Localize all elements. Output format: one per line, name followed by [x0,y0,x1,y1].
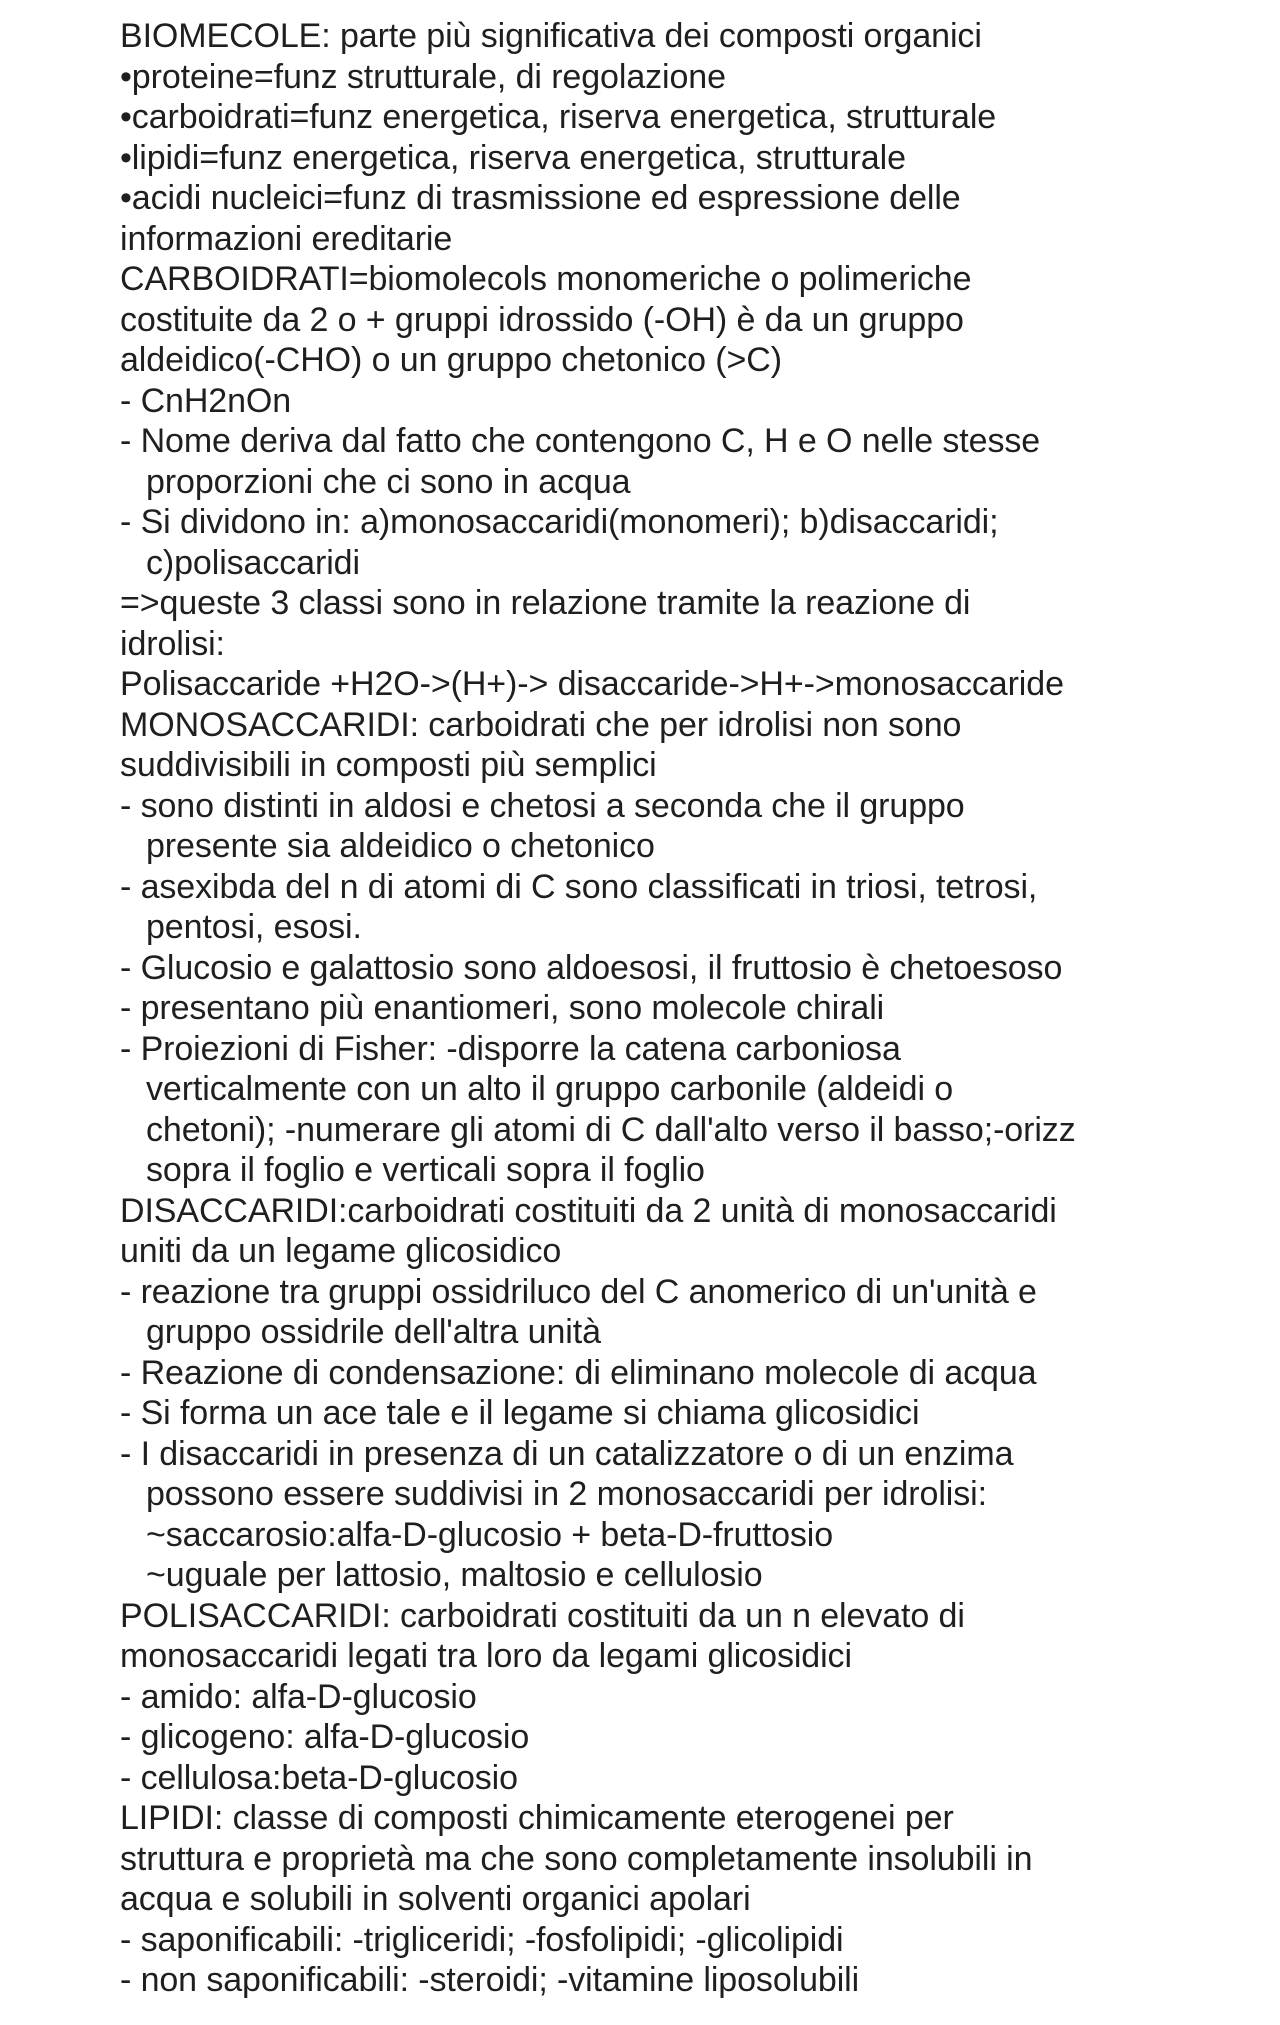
text-line: acqua e solubili in solventi organici apolari [120,1880,751,1918]
text-line: - Glucosio e galattosio sono aldoesosi, il fruttosio è chetoesoso [120,948,1063,987]
text-line: informazioni ereditarie [120,219,453,258]
text-line: •acidi nucleici=funz di trasmissione ed espressione delle [120,179,961,217]
text-line: - Si forma un ace tale e il legame si chiama glicosidici [120,1394,920,1432]
text-line: struttura e proprietà ma che sono completamente insolubili in [120,1839,1033,1878]
heading-lipidi: LIPIDI: classe di composti chimicamente eterogenei per [120,1799,954,1837]
heading-polisaccaridi: POLISACCARIDI: carboidrati costituiti da un n elevato di [120,1596,965,1635]
heading-biomolecole: BIOMECOLE: parte più significativa dei composti organici [120,17,982,55]
text-line: - Nome deriva dal fatto che contengono C, H e O nelle stesse [120,422,1041,460]
text-line: verticalmente con un alto il gruppo carbonile (aldeidi o [146,1070,954,1108]
text-line: - presentano più enantiomeri, sono molecole chirali [120,989,885,1027]
text-line: uniti da un legame glicosidico [120,1232,562,1270]
text-line: - I disaccaridi in presenza di un catalizzatore o di un enzima [120,1434,1014,1473]
text-line: - cellulosa:beta-D-glucosio [120,1758,518,1797]
text-line: suddivisibili in composti più semplici [120,746,657,784]
text-line: ~uguale per lattosio, maltosio e cellulosio [146,1556,763,1594]
text-line: - Proiezioni di Fisher: -disporre la catena carboniosa [120,1029,901,1068]
text-line: costituite da 2 o + gruppi idrossido (-OH) è da un gruppo [120,300,964,339]
text-line: •carboidrati=funz energetica, riserva energetica, strutturale [120,98,997,136]
text-line: - saponificabili: -trigliceridi; -fosfolipidi; -glicolipidi [120,1920,844,1959]
text-line: - CnH2nOn [120,381,292,420]
heading-disaccaridi: DISACCARIDI:carboidrati costituiti da 2 unità di monosaccaridi [120,1191,1057,1230]
text-line: - asexibda del n di atomi di C sono classificati in triosi, tetrosi, [120,867,1038,906]
text-line: - Si dividono in: a)monosaccaridi(monomeri); b)disaccaridi; [120,503,999,541]
text-line: - non saponificabili: -steroidi; -vitamine liposolubili [120,1961,860,1999]
text-line: •lipidi=funz energetica, riserva energetica, strutturale [120,138,906,177]
text-line: aldeidico(-CHO) o un gruppo chetonico (>C) [120,341,782,379]
text-line: =>queste 3 classi sono in relazione tramite la reazione di [120,584,971,622]
text-line: - amido: alfa-D-glucosio [120,1677,477,1716]
text-line: - Reazione di condensazione: di eliminano molecole di acqua [120,1353,1037,1392]
text-line: possono essere suddivisi in 2 monosaccaridi per idrolisi: [146,1475,987,1513]
text-line: - glicogeno: alfa-D-glucosio [120,1718,530,1756]
text-line: monosaccaridi legati tra loro da legami glicosidici [120,1637,852,1675]
heading-carboidrati: CARBOIDRATI=biomolecols monomeriche o polimeriche [120,260,972,298]
text-line: chetoni); -numerare gli atomi di C dall'alto verso il basso;-orizz [146,1110,1076,1149]
text-line: Polisaccaride +H2O->(H+)-> disaccaride->H+->monosaccaride [120,665,1064,703]
text-line: •proteine=funz strutturale, di regolazione [120,57,726,96]
text-line: ~saccarosio:alfa-D-glucosio + beta-D-fruttosio [146,1515,834,1554]
text-line: - reazione tra gruppi ossidriluco del C anomerico di un'unità e [120,1272,1037,1311]
text-line: c)polisaccaridi [146,543,360,582]
text-line: proporzioni che ci sono in acqua [146,462,631,501]
text-line: idrolisi: [120,624,225,663]
text-line: gruppo ossidrile dell'altra unità [146,1313,601,1351]
text-line: presente sia aldeidico o chetonico [146,827,655,865]
notes-text [120,16,1270,2001]
text-line: sopra il foglio e verticali sopra il foglio [146,1151,705,1189]
text-line: pentosi, esosi. [146,908,362,946]
text-line: - sono distinti in aldosi e chetosi a seconda che il gruppo [120,786,965,825]
heading-monosaccaridi: MONOSACCARIDI: carboidrati che per idrolisi non sono [120,705,962,744]
